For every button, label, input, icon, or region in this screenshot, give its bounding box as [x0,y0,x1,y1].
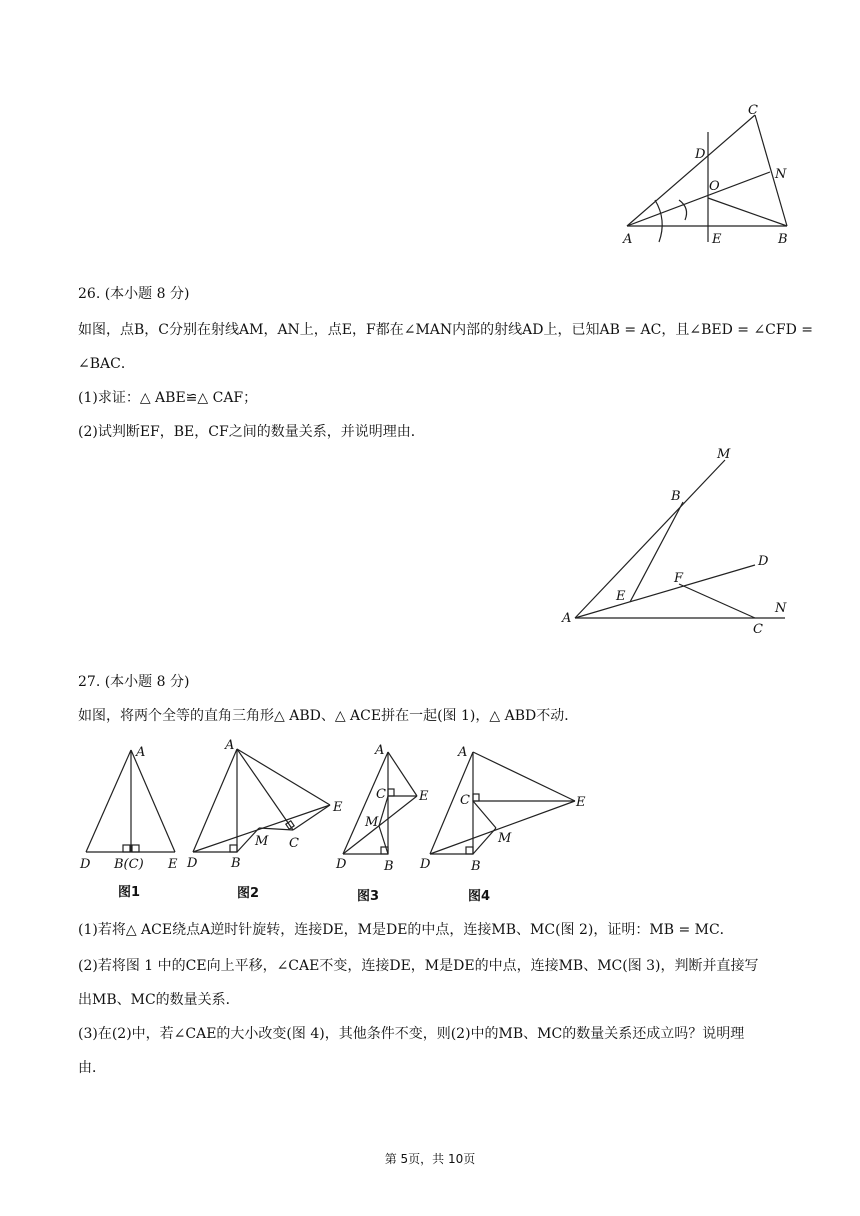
fig2-label-B: B [231,856,241,871]
q26-fig-label-N: N [775,601,787,616]
q26-fig-label-F: F [674,571,684,586]
q27-figure-4 [418,740,598,905]
q26-part1: (1)求证：△ ABE≌△ CAF； [78,390,258,406]
top-fig-label-A: A [623,232,633,247]
fig1-label-E: E [168,857,178,872]
fig4-caption: 图4 [468,889,491,904]
fig3-label-A: A [375,743,385,758]
q26-figure [555,440,795,640]
top-fig-label-B: B [778,232,788,247]
q26-fig-label-C: C [753,622,763,637]
fig1-label-A: A [136,745,146,760]
fig2-label-C: C [289,836,299,851]
top-geometry-figure [615,100,805,250]
q26-stem-line2: ∠BAC． [78,356,135,372]
fig3-label-E: E [419,789,429,804]
q27-header: 27. (本小题 8 分) [78,674,190,690]
fig1-label-D: D [80,857,91,872]
fig4-label-B: B [471,859,481,874]
fig2-label-M: M [255,834,269,849]
fig4-label-E: E [576,795,586,810]
fig3-label-B: B [384,859,394,874]
fig3-caption: 图3 [357,889,380,904]
q26-header: 26. (本小题 8 分) [78,286,190,302]
q27-figure-2 [185,735,345,905]
q27-stem: 如图，将两个全等的直角三角形△ ABD、△ ACE拼在一起(图 1)，△ ABD不动． [78,708,579,724]
q27-part3-line1: (3)在(2)中，若∠CAE的大小改变(图 4)，其他条件不变，则(2)中的MB、MC的数量关系还成立吗？说明理 [78,1026,745,1042]
q26-stem-line1: 如图，点B，C分别在射线AM，AN上，点E，F都在∠MAN内部的射线AD上，已知AB = AC，且∠BED = ∠CFD = [78,322,814,338]
fig2-label-E: E [333,800,343,815]
page-footer: 第 5页，共 10页 [384,1152,476,1166]
q26-fig-label-M: M [717,447,731,462]
fig1-caption: 图1 [118,885,141,900]
fig4-label-D: D [420,857,431,872]
q27-part3-line2: 由． [78,1060,106,1076]
fig4-label-A: A [458,745,468,760]
fig1-label-BC: B(C) [114,857,144,872]
fig2-caption: 图2 [237,886,260,901]
top-fig-label-E: E [712,232,722,247]
q27-part2-line1: (2)若将图 1 中的CE向上平移，∠CAE不变，连接DE，M是DE的中点，连接MB、MC(图 3)，判断并直接写 [78,958,759,974]
q26-part2: (2)试判断EF，BE，CF之间的数量关系，并说明理由． [78,424,425,440]
q26-fig-label-B: B [671,489,681,504]
q26-fig-label-A: A [562,611,572,626]
fig3-label-D: D [336,857,347,872]
fig3-label-C: C [376,787,386,802]
fig3-label-M: M [365,815,379,830]
top-fig-label-C: C [748,103,758,118]
q27-part2-line2: 出MB、MC的数量关系． [78,992,240,1008]
fig4-label-M: M [498,831,512,846]
fig2-label-D: D [187,856,198,871]
fig2-label-A: A [225,738,235,753]
q26-fig-label-D: D [758,554,769,569]
fig4-label-C: C [460,793,470,808]
q26-fig-label-E: E [616,589,626,604]
top-fig-label-D: D [695,147,706,162]
q27-figure-1 [78,742,183,902]
q27-part1: (1)若将△ ACE绕点A逆时针旋转，连接DE，M是DE的中点，连接MB、MC(图 2)，证明：MB = MC． [78,922,734,938]
top-fig-label-O: O [709,179,720,194]
top-fig-label-N: N [775,167,787,182]
